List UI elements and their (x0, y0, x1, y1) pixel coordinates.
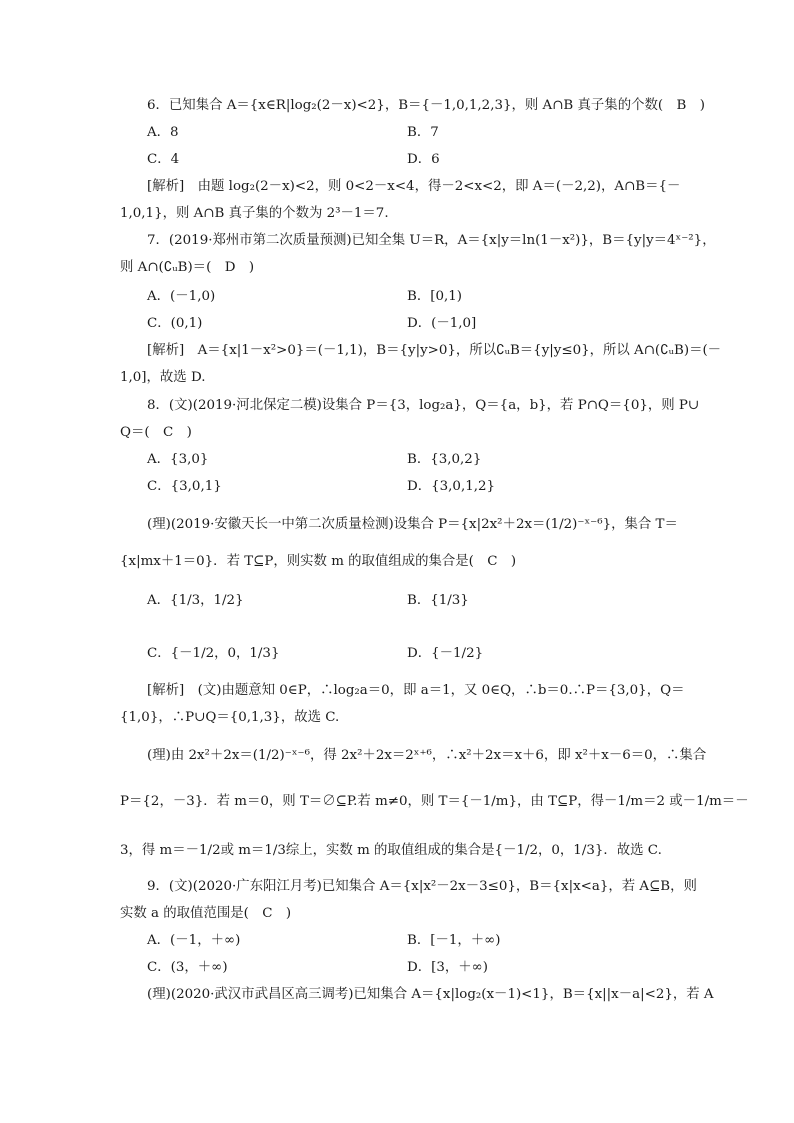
text-line: [解析] (文)由题意知 0∈P，∴log₂a＝0，即 a＝1，又 0∈Q，∴b＝0.∴P＝{3,0}，Q＝ (147, 683, 685, 698)
text-line: C．{3,0,1} (147, 479, 222, 494)
text-line: 7．(2019·郑州市第二次质量预测)已知全集 U＝R，A＝{x|y＝ln(1－x²)}，B＝{y|y＝4ˣ⁻²}， (147, 233, 716, 248)
text-line: B．{3,0,2} (407, 452, 482, 467)
text-line: P＝{2，－3}．若 m＝0，则 T＝∅⊆P.若 m≠0，则 T＝{－1/m}，由 T⊆P，得－1/m＝2 或－1/m＝－ (120, 794, 749, 809)
text-line: 9．(文)(2020·广东阳江月考)已知集合 A＝{x|x²－2x－3≤0}，B＝{x|x<a}，若 A⊆B，则 (147, 879, 697, 894)
text-line: D．(－1,0] (407, 316, 477, 331)
text-line: 1,0,1}，则 A∩B 真子集的个数为 2³－1＝7. (120, 206, 389, 221)
text-line: D．{－1/2} (407, 646, 484, 661)
text-line: C．(0,1) (147, 316, 203, 331)
text-line: Q＝( C ) (120, 425, 192, 440)
text-line: 3，得 m＝－1/2或 m＝1/3综上，实数 m 的取值组成的集合是{－1/2，0，1/3}．故选 C. (120, 843, 662, 858)
text-line: B．{1/3} (407, 593, 469, 608)
text-line: B．[0,1) (407, 289, 462, 304)
text-line: C．(3，＋∞) (147, 960, 228, 975)
text-line: 则 A∩(∁ᵤB)＝( D ) (120, 260, 255, 275)
text-line: [解析] 由题 log₂(2－x)<2，则 0<2－x<4，得－2<x<2，即 A＝(－2,2)，A∩B＝{－ (147, 179, 681, 194)
text-line: A．(－1，＋∞) (147, 933, 241, 948)
text-line: C．{－1/2，0，1/3} (147, 646, 280, 661)
text-line: D．[3，＋∞) (407, 960, 489, 975)
text-line: A．{3,0} (147, 452, 209, 467)
text-line: 6．已知集合 A＝{x∈R|log₂(2－x)<2}，B＝{－1,0,1,2,3}，则 A∩B 真子集的个数( B ) (147, 98, 705, 113)
text-line: A．8 (147, 125, 179, 140)
text-line: C．4 (147, 152, 180, 167)
text-line: A．{1/3，1/2} (147, 593, 244, 608)
text-line: B．[－1，＋∞) (407, 933, 501, 948)
text-line: {x|mx＋1＝0}．若 T⊆P，则实数 m 的取值组成的集合是( C ) (120, 554, 517, 569)
text-line: A．(－1,0) (147, 289, 216, 304)
text-line: (理)(2019·安徽天长一中第二次质量检测)设集合 P＝{x|2x²＋2x＝(1/2)⁻ˣ⁻⁶}，集合 T＝ (147, 517, 678, 532)
text-line: {1,0}，∴P∪Q＝{0,1,3}，故选 C. (120, 710, 340, 725)
text-line: 8．(文)(2019·河北保定二模)设集合 P＝{3，log₂a}，Q＝{a，b}，若 P∩Q＝{0}，则 P∪ (147, 398, 700, 413)
text-line: D．6 (407, 152, 440, 167)
text-line: [解析] A＝{x|1－x²>0}＝(－1,1)，B＝{y|y>0}，所以∁ᵤB＝{y|y≤0}，所以 A∩(∁ᵤB)＝(－ (147, 343, 722, 358)
text-line: B．7 (407, 125, 439, 140)
text-line: 实数 a 的取值范围是( C ) (120, 906, 292, 921)
text-line: (理)由 2x²＋2x＝(1/2)⁻ˣ⁻⁶，得 2x²＋2x＝2ˣ⁺⁶，∴x²＋2x＝x＋6，即 x²＋x－6＝0，∴集合 (147, 748, 707, 763)
text-line: D．{3,0,1,2} (407, 479, 496, 494)
text-line: 1,0]，故选 D. (120, 370, 206, 385)
text-line: (理)(2020·武汉市武昌区高三调考)已知集合 A＝{x|log₂(x－1)<1}，B＝{x||x－a|<2}，若 A (147, 987, 714, 1002)
